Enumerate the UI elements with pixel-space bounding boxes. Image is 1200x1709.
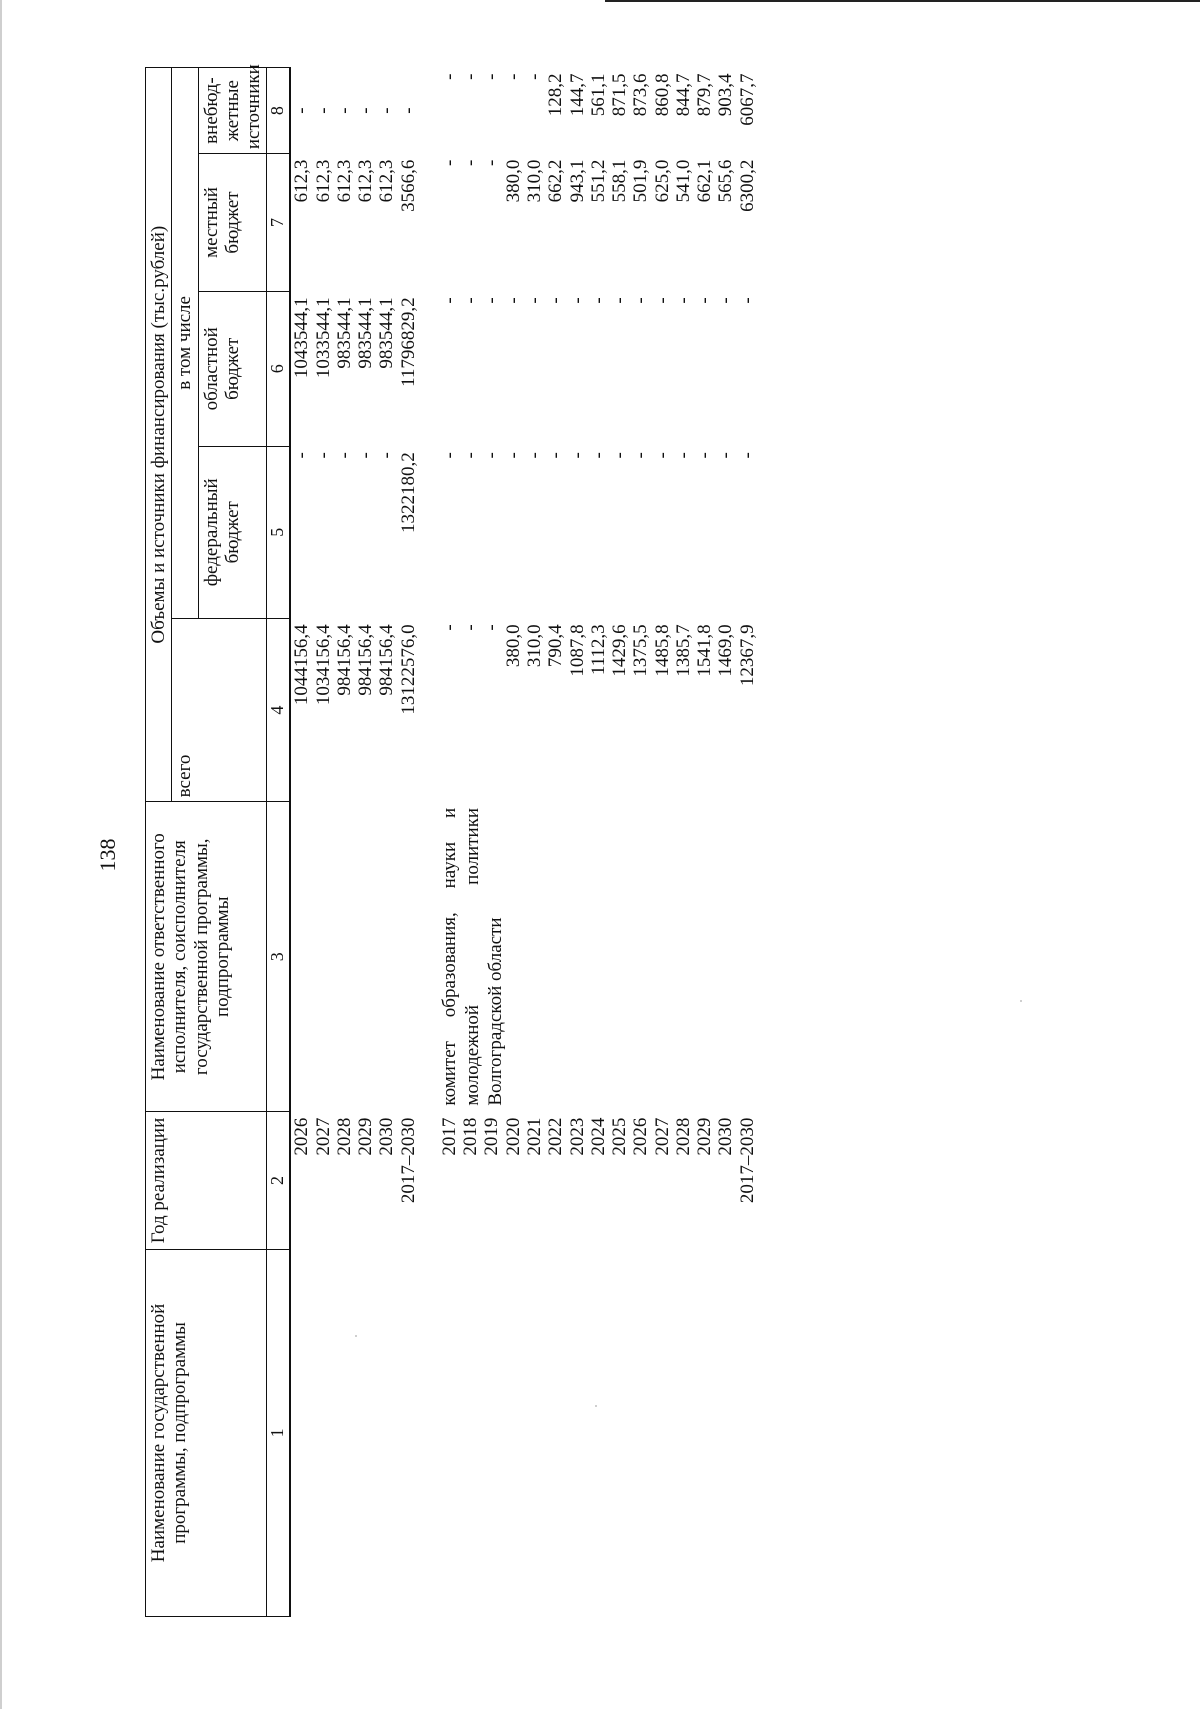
federal-value: - xyxy=(566,452,588,459)
total-value: 1087,8 xyxy=(566,624,588,677)
local-value: 565,6 xyxy=(715,159,737,203)
federal-value: 1322180,2 xyxy=(397,452,419,533)
federal-value: - xyxy=(587,452,609,459)
extra-value: - xyxy=(376,107,398,114)
year-value: 2022 xyxy=(545,1117,567,1156)
federal-value: - xyxy=(333,452,355,459)
federal-value: - xyxy=(672,452,694,459)
year-cell xyxy=(439,1112,758,1250)
header-program-name: Наименование государственной программы, подпрограммы xyxy=(146,1249,267,1616)
total-value: 13122576,0 xyxy=(397,624,419,715)
year-cell xyxy=(290,1112,419,1250)
executor-name: комитет образования, науки и молодежной политики Волгоградской области xyxy=(438,807,506,1106)
regional-value: - xyxy=(481,297,503,304)
header-local: местный бюджет xyxy=(198,154,267,292)
column-number: 6 xyxy=(267,291,291,446)
year-value: 2017–2030 xyxy=(736,1117,758,1204)
regional-value: - xyxy=(587,297,609,304)
regional-value: 1043544,1 xyxy=(291,297,313,379)
federal-value: - xyxy=(651,452,673,459)
total-value: 1429,6 xyxy=(609,624,631,677)
rotated-page xyxy=(145,64,955,1617)
header-federal: федеральный бюджет xyxy=(198,446,267,618)
column-number: 1 xyxy=(267,1249,291,1616)
total-value: 984156,4 xyxy=(333,624,355,696)
header-regional: областной бюджет xyxy=(198,291,267,446)
regional-cell xyxy=(439,291,758,446)
local-value: 612,3 xyxy=(312,159,334,203)
local-value: 612,3 xyxy=(333,159,355,203)
program-name-cell xyxy=(439,1249,758,1616)
column-numbers-row xyxy=(267,68,291,1617)
year-value: 2021 xyxy=(523,1117,545,1156)
federal-cell xyxy=(290,446,419,618)
year-value: 2024 xyxy=(587,1117,609,1156)
total-value: - xyxy=(438,624,460,631)
extra-value: - xyxy=(460,73,482,80)
local-value: 612,3 xyxy=(291,159,313,203)
extra-value: - xyxy=(355,107,377,114)
regional-value: 1033544,1 xyxy=(312,297,334,379)
federal-value: - xyxy=(291,452,313,459)
header-including: в том числе xyxy=(172,68,198,619)
total-value: 1541,8 xyxy=(694,624,716,677)
extra-value: 903,4 xyxy=(715,73,737,117)
total-value: 1044156,4 xyxy=(291,624,313,706)
federal-value: - xyxy=(355,452,377,459)
local-value: 501,9 xyxy=(630,159,652,203)
column-number: 3 xyxy=(267,802,291,1112)
total-value: 380,0 xyxy=(502,624,524,668)
federal-value: - xyxy=(630,452,652,459)
total-value: 790,4 xyxy=(545,624,567,668)
column-number: 7 xyxy=(267,154,291,292)
local-value: 551,2 xyxy=(587,159,609,203)
total-value: 1469,0 xyxy=(715,624,737,677)
extra-value: 844,7 xyxy=(672,73,694,117)
program-name-cell xyxy=(290,1249,419,1616)
scan-speck xyxy=(1020,1000,1022,1002)
year-value: 2027 xyxy=(312,1117,334,1156)
extra-value: 873,6 xyxy=(630,73,652,117)
federal-value: - xyxy=(715,452,737,459)
total-value: 1112,3 xyxy=(587,624,609,676)
local-value: - xyxy=(460,159,482,166)
year-value: 2019 xyxy=(481,1117,503,1156)
year-value: 2027 xyxy=(651,1117,673,1156)
total-value: 1034156,4 xyxy=(312,624,334,706)
year-value: 2029 xyxy=(694,1117,716,1156)
year-value: 2020 xyxy=(502,1117,524,1156)
header-executor: Наименование ответственного исполнителя, соисполнителя государственной программы, подпрограммы xyxy=(146,802,267,1112)
total-value: 1485,8 xyxy=(651,624,673,677)
year-value: 2017 xyxy=(438,1117,460,1156)
table-row-block-1 xyxy=(290,68,419,1617)
regional-value: - xyxy=(438,297,460,304)
regional-value: 983544,1 xyxy=(333,297,355,369)
executor-cell xyxy=(290,802,419,1112)
extra-value: - xyxy=(312,107,334,114)
federal-value: - xyxy=(609,452,631,459)
column-number: 8 xyxy=(267,68,291,154)
local-value: - xyxy=(438,159,460,166)
local-value: 558,1 xyxy=(609,159,631,203)
local-value: 662,2 xyxy=(545,159,567,203)
extra-value: - xyxy=(481,73,503,80)
local-value: 6300,2 xyxy=(736,159,758,212)
federal-value: - xyxy=(481,452,503,459)
year-value: 2018 xyxy=(460,1117,482,1156)
local-value: 662,1 xyxy=(694,159,716,203)
regional-value: - xyxy=(694,297,716,304)
regional-value: - xyxy=(651,297,673,304)
federal-cell xyxy=(439,446,758,618)
local-value: 541,0 xyxy=(672,159,694,203)
total-value: - xyxy=(481,624,503,631)
federal-value: - xyxy=(376,452,398,459)
extra-value: 128,2 xyxy=(545,73,567,117)
extra-value: 144,7 xyxy=(566,73,588,117)
table-spacer-row xyxy=(419,68,439,1617)
year-value: 2028 xyxy=(333,1117,355,1156)
total-value: 984156,4 xyxy=(355,624,377,696)
extra-value: 6067,7 xyxy=(736,73,758,126)
column-number: 5 xyxy=(267,446,291,618)
column-number: 4 xyxy=(267,618,291,802)
year-value: 2023 xyxy=(566,1117,588,1156)
regional-value: - xyxy=(523,297,545,304)
total-cell xyxy=(290,618,419,802)
extra-value: 860,8 xyxy=(651,73,673,117)
header-total: всего xyxy=(172,618,267,802)
federal-value: - xyxy=(694,452,716,459)
year-value: 2025 xyxy=(609,1117,631,1156)
total-value: 1385,7 xyxy=(672,624,694,677)
extra-value: - xyxy=(523,73,545,80)
regional-value: - xyxy=(672,297,694,304)
header-year: Год реализации xyxy=(146,1112,267,1250)
federal-value: - xyxy=(438,452,460,459)
regional-value: - xyxy=(630,297,652,304)
column-number: 2 xyxy=(267,1112,291,1250)
regional-value: - xyxy=(545,297,567,304)
year-value: 2028 xyxy=(672,1117,694,1156)
year-value: 2029 xyxy=(355,1117,377,1156)
federal-value: - xyxy=(545,452,567,459)
extra-value: 871,5 xyxy=(609,73,631,117)
federal-value: - xyxy=(502,452,524,459)
extra-value: 561,1 xyxy=(587,73,609,117)
local-value: 310,0 xyxy=(523,159,545,203)
extra-value: - xyxy=(438,73,460,80)
extra-value: - xyxy=(502,73,524,80)
page-number: 138 xyxy=(95,838,120,872)
year-value: 2026 xyxy=(630,1117,652,1156)
scan-edge-line xyxy=(0,0,2,1709)
year-value: 2017–2030 xyxy=(397,1117,419,1204)
local-value: 625,0 xyxy=(651,159,673,203)
federal-value: - xyxy=(736,452,758,459)
local-value: 380,0 xyxy=(502,159,524,203)
regional-value: 983544,1 xyxy=(376,297,398,369)
total-value: 310,0 xyxy=(523,624,545,668)
extra-cell xyxy=(439,68,758,154)
regional-value: - xyxy=(609,297,631,304)
year-value: 2026 xyxy=(291,1117,313,1156)
total-value: 984156,4 xyxy=(376,624,398,696)
federal-value: - xyxy=(460,452,482,459)
extra-value: 879,7 xyxy=(694,73,716,117)
regional-value: - xyxy=(715,297,737,304)
federal-value: - xyxy=(523,452,545,459)
regional-value: - xyxy=(566,297,588,304)
regional-value: - xyxy=(502,297,524,304)
scan-edge-line xyxy=(605,0,1200,2)
total-cell xyxy=(439,618,758,802)
total-value: 12367,9 xyxy=(736,624,758,687)
local-value: 3566,6 xyxy=(397,159,419,212)
extra-value: - xyxy=(333,107,355,114)
regional-value: 11796829,2 xyxy=(397,297,419,387)
regional-cell xyxy=(290,291,419,446)
extra-cell xyxy=(290,68,419,154)
regional-value: - xyxy=(460,297,482,304)
total-value: - xyxy=(460,624,482,631)
local-cell xyxy=(439,154,758,292)
local-value: 612,3 xyxy=(355,159,377,203)
regional-value: - xyxy=(736,297,758,304)
extra-value: - xyxy=(291,107,313,114)
regional-value: 983544,1 xyxy=(355,297,377,369)
table-row-block-2 xyxy=(439,68,758,1617)
header-extra: внебюд-жетные источники xyxy=(198,68,267,154)
local-value: - xyxy=(481,159,503,166)
funding-table xyxy=(145,64,758,1617)
year-value: 2030 xyxy=(715,1117,737,1156)
local-cell xyxy=(290,154,419,292)
year-value: 2030 xyxy=(376,1117,398,1156)
header-funding-group: Объемы и источники финансирования (тыс.рублей) xyxy=(146,68,172,802)
extra-value: - xyxy=(397,107,419,114)
total-value: 1375,5 xyxy=(630,624,652,677)
local-value: 612,3 xyxy=(376,159,398,203)
federal-value: - xyxy=(312,452,334,459)
local-value: 943,1 xyxy=(566,159,588,203)
